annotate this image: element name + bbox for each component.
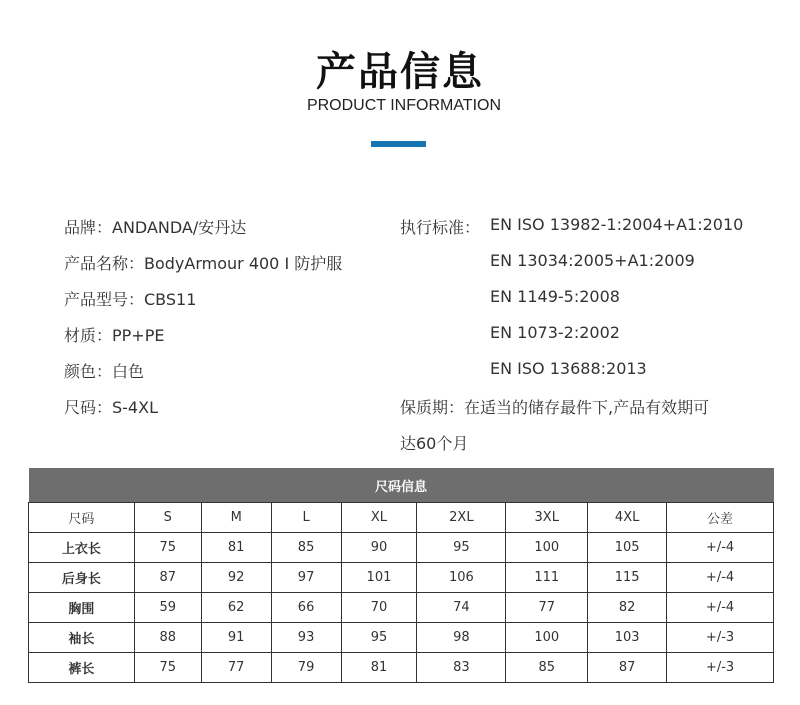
- table-cell: 81: [201, 533, 271, 563]
- column-header: S: [134, 503, 201, 533]
- table-row: [29, 623, 774, 653]
- table-caption: 尺码信息: [29, 468, 774, 503]
- title-accent-bar: [371, 141, 426, 147]
- table-cell: 95: [417, 533, 506, 563]
- table-cell: 111: [506, 563, 588, 593]
- row-label: 袖长: [29, 623, 135, 653]
- table-cell: 75: [134, 533, 201, 563]
- table-cell: +/-3: [667, 653, 774, 683]
- table-cell: 87: [134, 563, 201, 593]
- table-cell: +/-4: [667, 533, 774, 563]
- page-title: 产品信息: [316, 49, 484, 95]
- product-name: 产品名称：BodyArmour 400 I 防护服: [64, 254, 343, 273]
- row-label: 胸围: [29, 593, 135, 623]
- table-cell: 66: [271, 593, 341, 623]
- table-row: [29, 533, 774, 563]
- table-cell: 74: [417, 593, 506, 623]
- shelf-life-cont: 达60个月: [400, 434, 469, 453]
- table-cell: 98: [417, 623, 506, 653]
- standard: EN ISO 13982-1:2004+A1:2010: [490, 215, 744, 234]
- row-label: 后身长: [29, 563, 135, 593]
- table-cell: 105: [588, 533, 667, 563]
- column-header: 4XL: [588, 503, 667, 533]
- table-cell: +/-4: [667, 563, 774, 593]
- table-cell: 62: [201, 593, 271, 623]
- table-cell: 101: [341, 563, 417, 593]
- standard: EN 13034:2005+A1:2009: [490, 251, 695, 270]
- brand: 品牌：ANDANDA/安丹达: [64, 218, 247, 237]
- column-header: L: [271, 503, 341, 533]
- table-cell: 59: [134, 593, 201, 623]
- table-cell: 97: [271, 563, 341, 593]
- table-cell: 70: [341, 593, 417, 623]
- table-cell: 90: [341, 533, 417, 563]
- table-cell: 91: [201, 623, 271, 653]
- table-row: [29, 653, 774, 683]
- table-cell: 77: [506, 593, 588, 623]
- table-cell: 85: [271, 533, 341, 563]
- table-cell: 106: [417, 563, 506, 593]
- table-cell: +/-3: [667, 623, 774, 653]
- table-cell: 88: [134, 623, 201, 653]
- table-cell: 100: [506, 623, 588, 653]
- row-label: 上衣长: [29, 533, 135, 563]
- table-cell: 95: [341, 623, 417, 653]
- table-cell: 81: [341, 653, 417, 683]
- product-model: 产品型号：CBS11: [64, 290, 197, 309]
- color: 颜色：白色: [64, 362, 145, 381]
- table-cell: 82: [588, 593, 667, 623]
- table-cell: 75: [134, 653, 201, 683]
- size-range: 尺码：S-4XL: [64, 398, 158, 417]
- column-header: 公差: [667, 503, 774, 533]
- column-header: 2XL: [417, 503, 506, 533]
- column-header: XL: [341, 503, 417, 533]
- table-cell: 115: [588, 563, 667, 593]
- table-row: [29, 563, 774, 593]
- table-cell: 77: [201, 653, 271, 683]
- standard: EN ISO 13688:2013: [490, 359, 647, 378]
- column-header: 3XL: [506, 503, 588, 533]
- row-label: 裤长: [29, 653, 135, 683]
- table-cell: 92: [201, 563, 271, 593]
- standard: EN 1073-2:2002: [490, 323, 620, 342]
- table-cell: 103: [588, 623, 667, 653]
- material: 材质：PP+PE: [64, 326, 165, 345]
- shelf-life: 保质期：在适当的储存最件下,产品有效期可: [400, 398, 710, 417]
- table-cell: 100: [506, 533, 588, 563]
- table-cell: 79: [271, 653, 341, 683]
- column-header: 尺码: [29, 503, 135, 533]
- table-header-row: [29, 503, 774, 533]
- size-table: [28, 468, 774, 683]
- table-cell: 93: [271, 623, 341, 653]
- table-cell: 87: [588, 653, 667, 683]
- table-cell: 83: [417, 653, 506, 683]
- standard: EN 1149-5:2008: [490, 287, 620, 306]
- table-cell: +/-4: [667, 593, 774, 623]
- table-cell: 85: [506, 653, 588, 683]
- page-subtitle: PRODUCT INFORMATION: [306, 97, 502, 114]
- standard-label: 执行标准：: [400, 218, 481, 237]
- column-header: M: [201, 503, 271, 533]
- table-row: [29, 593, 774, 623]
